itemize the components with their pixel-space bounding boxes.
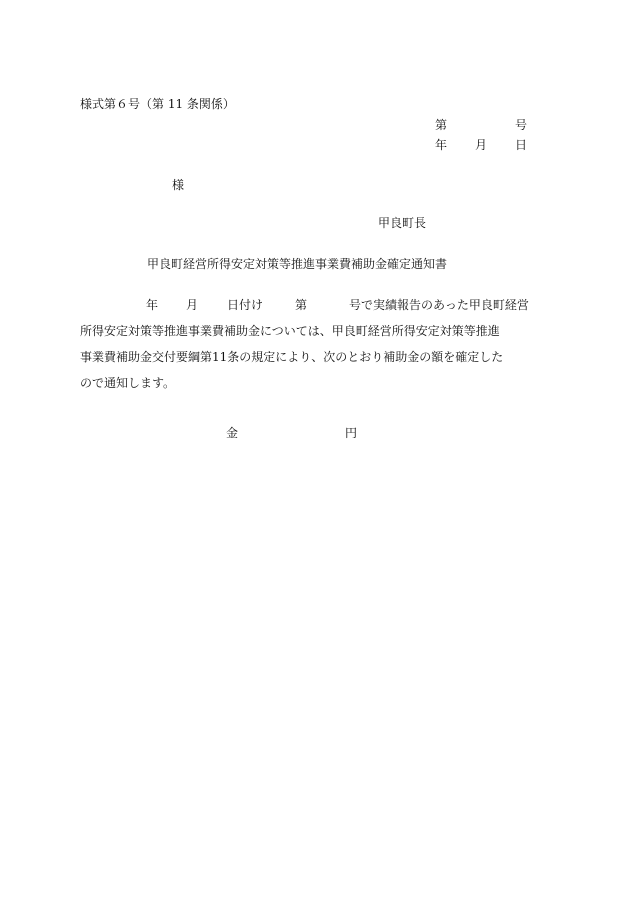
body-paragraph <box>80 297 556 401</box>
doc-date-year: 年 <box>435 138 448 152</box>
form-label: 様式第６号（第 11 条関係） <box>80 97 235 111</box>
body-line-3: 事業費補助金交付要綱第11条の規定により、次のとおり補助金の額を確定した <box>80 350 504 364</box>
doc-date-month: 月 <box>475 138 488 152</box>
doc-number-suffix: 号 <box>515 118 528 132</box>
issuer: 甲良町長 <box>378 216 427 230</box>
body-dated: 日付け <box>227 298 264 312</box>
body-number-prefix: 第 <box>295 298 308 312</box>
amount-unit: 円 <box>345 426 358 440</box>
body-year: 年 <box>146 298 159 312</box>
doc-date-day: 日 <box>515 138 528 152</box>
doc-number-prefix: 第 <box>435 118 448 132</box>
document-title: 甲良町経営所得安定対策等推進事業費補助金確定通知書 <box>147 257 448 271</box>
body-month: 月 <box>186 298 199 312</box>
body-line-1 <box>80 297 556 323</box>
addressee-suffix: 様 <box>172 178 185 192</box>
body-line-4: ので通知します。 <box>80 376 176 390</box>
body-line-1-rest: 号で実績報告のあった甲良町経営 <box>349 298 529 312</box>
amount-prefix: 金 <box>226 426 239 440</box>
body-line-2: 所得安定対策等推進事業費補助金については、甲良町経営所得安定対策等推進 <box>80 324 500 338</box>
